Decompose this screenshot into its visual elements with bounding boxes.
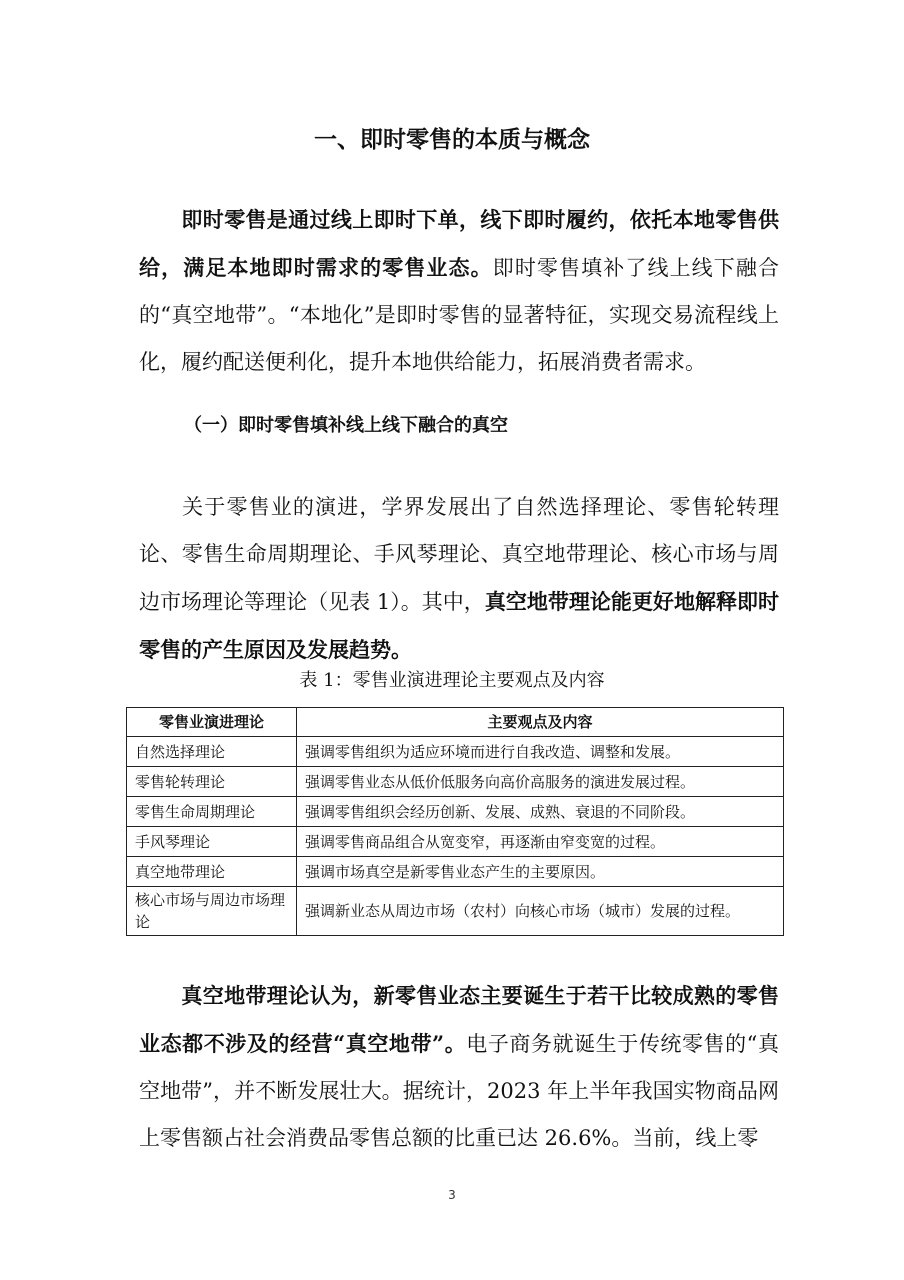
theory-content-cell: 强调新业态从周边市场（农村）向核心市场（城市）发展的过程。	[297, 887, 784, 936]
theory-name-cell: 零售生命周期理论	[127, 797, 297, 827]
table-row	[127, 737, 784, 767]
page-number: 3	[448, 1188, 456, 1202]
definition-bold-text: 即时零售是通过线上即时下单，线下即时履约，依托本地零售供给，满足本地即时需求的零售业态。	[139, 207, 779, 280]
table-row	[127, 827, 784, 857]
theory-name-cell: 核心市场与周边市场理论	[127, 887, 297, 936]
definition-text: 即时零售填补了线上线下融合的“真空地带”。“本地化”是即时零售的显著特征，实现交易流程线上化，履约配送便利化，提升本地供给能力，拓展消费者需求。	[139, 256, 780, 374]
section-heading: 一、即时零售的本质与概念	[314, 127, 590, 153]
table-caption: 表 1：零售业演进理论主要观点及内容	[299, 670, 605, 691]
theory-name-cell: 零售轮转理论	[127, 767, 297, 797]
table-header-row	[127, 708, 784, 737]
theory-content-cell: 强调零售组织会经历创新、发展、成熟、衰退的不同阶段。	[297, 797, 784, 827]
table-header-theory: 零售业演进理论	[127, 708, 297, 737]
theory-name-cell: 自然选择理论	[127, 737, 297, 767]
paragraph-vacuum-theory	[139, 972, 779, 1162]
table-row	[127, 797, 784, 827]
theory-content-cell: 强调零售业态从低价低服务向高价高服务的演进发展过程。	[297, 767, 784, 797]
table-row	[127, 767, 784, 797]
theories-bold-text: 真空地带理论能更好地解释即时零售的产生原因及发展趋势。	[139, 589, 780, 662]
subsection-heading: （一）即时零售填补线上线下融合的真空	[184, 415, 508, 436]
paragraph-theories	[139, 484, 779, 674]
theories-text: 关于零售业的演进，学界发展出了自然选择理论、零售轮转理论、零售生命周期理论、手风琴理论、真空地带理论、核心市场与周边市场理论等理论（见表 1）。其中，	[139, 495, 779, 614]
vacuum-bold-text: 真空地带理论认为，新零售业态主要诞生于若干比较成熟的零售业态都不涉及的经营“真空地带”。	[139, 983, 779, 1056]
table-header-content: 主要观点及内容	[297, 708, 784, 737]
theory-name-cell: 手风琴理论	[127, 827, 297, 857]
theory-table	[126, 707, 784, 936]
paragraph-definition	[139, 196, 779, 386]
vacuum-text: 电子商务就诞生于传统零售的“真空地带”，并不断发展壮大。据统计，2023 年上半年我国实物商品网上零售额占社会消费品零售总额的比重已达 26.6%。当前，线上零	[139, 1032, 779, 1150]
table-row	[127, 857, 784, 887]
table-row	[127, 887, 784, 936]
theory-name-cell: 真空地带理论	[127, 857, 297, 887]
theory-content-cell: 强调零售商品组合从宽变窄，再逐渐由窄变宽的过程。	[297, 827, 784, 857]
theory-content-cell: 强调市场真空是新零售业态产生的主要原因。	[297, 857, 784, 887]
theory-content-cell: 强调零售组织为适应环境而进行自我改造、调整和发展。	[297, 737, 784, 767]
